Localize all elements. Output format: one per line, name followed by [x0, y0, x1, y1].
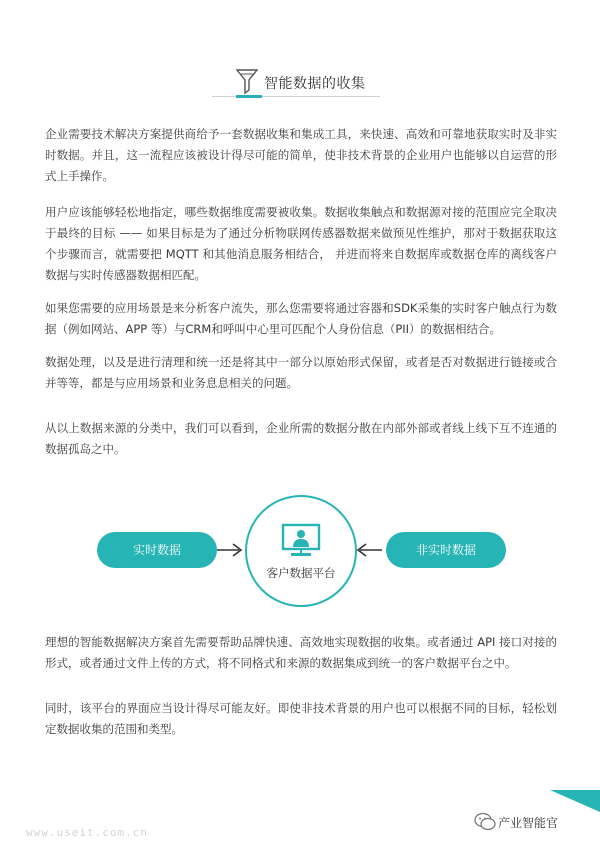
paragraph: 如果您需要的应用场景是来分析客户流失，那么您需要将通过容器和SDK采集的实时客户触点行为数据（例如网站、APP 等）与CRM和呼叫中心里可匹配个人身份信息（PII）的数据相结合。 [45, 301, 557, 336]
title-underline-accent [236, 95, 262, 98]
corner-decoration [530, 790, 600, 812]
realtime-data-pill: 实时数据 [97, 532, 217, 568]
paragraph: 企业需要技术解决方案提供商给予一套数据收集和集成工具，来快速、高效和可靠地获取实时及非实时数据。并且，这一流程应该被设计得尽可能的简单，使非技术背景的企业用户也能够以自运营的形式上手操作。 [45, 127, 557, 183]
wechat-icon [474, 812, 496, 832]
section-title: 智能数据的收集 [264, 76, 366, 92]
customer-data-platform [245, 495, 357, 607]
paragraph: 同时，该平台的界面应当设计得尽可能友好。即使非技术背景的用户也可以根据不同的目标，轻松划定数据收集的范围和类型。 [45, 701, 557, 736]
monitor-user-icon [281, 523, 321, 559]
page-footer [0, 790, 600, 848]
brand-name: 产业智能官 [498, 816, 559, 830]
funnel-icon [236, 68, 258, 94]
paragraph: 用户应该能够轻松地指定，哪些数据维度需要被收集。数据收集触点和数据源对接的范围应完全取决于最终的目标 —— 如果目标是为了通过分析物联网传感器数据来做预见性维护，那对于数据获取这个步骤而言，就需要把 MQTT 和其他消息服务相结合， 并进而将来自数据库或数据仓库的离线客户数据与实时传感器数据相匹配。 [45, 205, 557, 282]
paragraph: 理想的智能数据解决方案首先需要帮助品牌快速、高效地实现数据的收集。或者通过 API 接口对接的形式，或者通过文件上传的方式，将不同格式和来源的数据集成到统一的客户数据平台之中。 [45, 635, 557, 670]
footer-url: www.useit.com.cn [26, 826, 148, 839]
non-realtime-data-pill: 非实时数据 [386, 532, 506, 568]
paragraph: 数据处理，以及是进行清理和统一还是将其中一部分以原始形式保留，或者是否对数据进行链接或合并等等，都是与应用场景和业务息息相关的问题。 [45, 355, 557, 390]
arrow-left-icon [356, 543, 382, 557]
arrow-right-icon [217, 543, 243, 557]
paragraph: 从以上数据来源的分类中，我们可以看到，企业所需的数据分散在内部外部或者线上线下互不连通的数据孤岛之中。 [45, 421, 557, 456]
data-flow-diagram [0, 476, 600, 636]
section-header [0, 62, 600, 102]
platform-label: 客户数据平台 [266, 566, 336, 580]
